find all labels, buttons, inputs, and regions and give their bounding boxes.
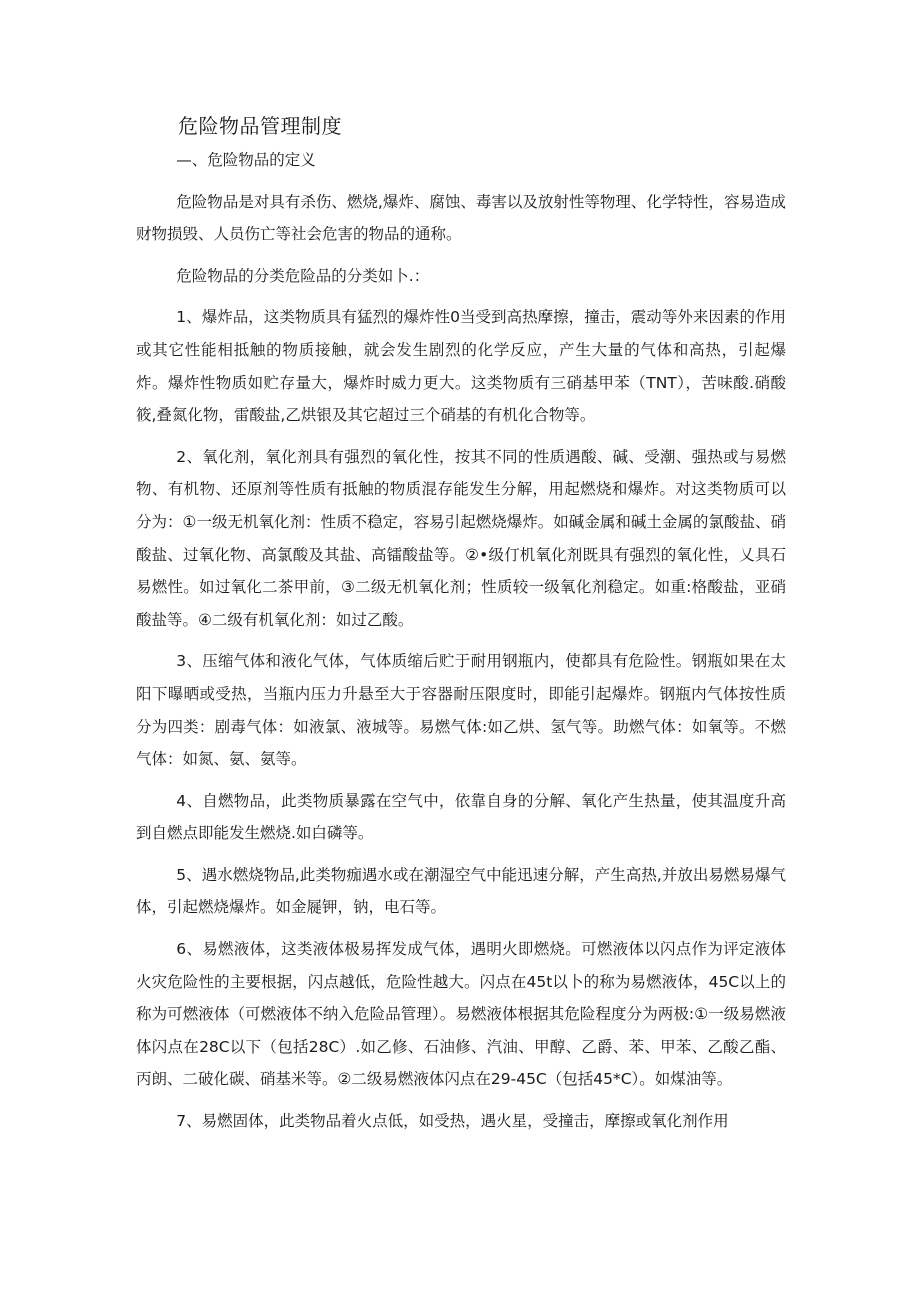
paragraph-flammable-liquids: 6、易燃液体，这类液体极易挥发成气体，遇明火即燃烧。可燃液体以闪点作为评定液体火灾危险性的主要根据，闪点越低，危险性越大。闪点在45t以卜的称为易燃液体，45C以上的称为可燃液体（可燃液体不纳入危险品管理）。易燃液体根据其危险程度分为两极:①一级易燃液体闪点在28C以下（包括28C）.如乙修、石油修、汽油、甲醇、乙爵、苯、甲苯、乙酸乙酯、丙朗、二破化碳、硝基米等。②二级易燃液体闪点在29-45C（包括45*C）。如煤油等。	[136, 940, 786, 1089]
section-heading: —、危险物品的定义	[176, 151, 316, 169]
paragraph-water-reactive: 5、遇水燃烧物品,此类物痂遇水或在潮湿空气中能迅速分解，产生高热,并放出易燃易爆气体，引起燃烧爆炸。如金屣钾，钠，电石等。	[136, 865, 786, 917]
paragraph-compressed-gases: 3、压缩气体和液化气体，气体质缩后贮于耐用钢瓶内，使都具有危险性。钢瓶如果在太阳下曝晒或受热，当瓶内压力升悬至大于容器耐压限度时，即能引起爆炸。钢瓶内气体按性质分为四类：剧毒气体：如液氯、液城等。易燃气体:如乙烘、氢气等。助燃气体：如氧等。不燃气体：如氮、氨、氨等。	[136, 652, 786, 769]
paragraph-spontaneous-combustion: 4、自燃物品，此类物质暴露在空气中，依靠自身的分解、氧化产生热量，使其温度升高到自燃点即能发生燃烧.如白磷等。	[136, 791, 786, 843]
document-body	[136, 144, 786, 1147]
paragraph-flammable-solids: 7、易燃固体，此类物品着火点低，如受热，遇火星，受撞击，摩擦或氧化剂作用	[176, 1112, 729, 1131]
document-title: 危险物品管理制度	[178, 114, 342, 138]
paragraph-classification-intro: 危险物品的分类危险品的分类如卜.：	[176, 266, 430, 285]
paragraph-definition: 危险物品是对具有杀伤、燃烧,爆炸、腐蚀、毒害以及放射性等物理、化学特性，容易造成财物损毁、人员伤亡等社会危害的物品的通称。	[136, 192, 786, 244]
paragraph-explosives: 1、爆炸品，这类物质具有猛烈的爆炸性0当受到高热摩擦，撞击，震动等外来因素的作用或其它性能相抵触的物质接触，就会发生剧烈的化学反应，产生大量的气体和高热，引起爆炸。爆炸性物质如贮存量大，爆炸时威力更大。这类物质有三硝基甲苯（TNT），苦味酸.硝酸筱,叠氮化物，雷酸盐,乙烘银及其它超过三个硝基的有机化合物等。	[136, 308, 786, 425]
paragraph-oxidizers: 2、氧化剂，氧化剂具有强烈的氧化性，按其不同的性质遇酸、碱、受潮、强热或与易燃物、有机物、还原剂等性质有抵触的物质混存能发生分解，用起燃烧和爆炸。对这类物质可以分为：①一级无机氧化剂：性质不稳定，容易引起燃烧爆炸。如碱金属和碱土金属的氯酸盐、硝酸盐、过氧化物、高氯酸及其盐、高镭酸盐等。②•级仃机氧化剂既具有强烈的氧化性，乂具石易燃性。如过氧化二茶甲前，③二级无机氧化剂；性质较一级氧化剂稳定。如重:格酸盐，亚硝酸盐等。④二级有机氧化剂：如过乙酸。	[136, 447, 786, 629]
